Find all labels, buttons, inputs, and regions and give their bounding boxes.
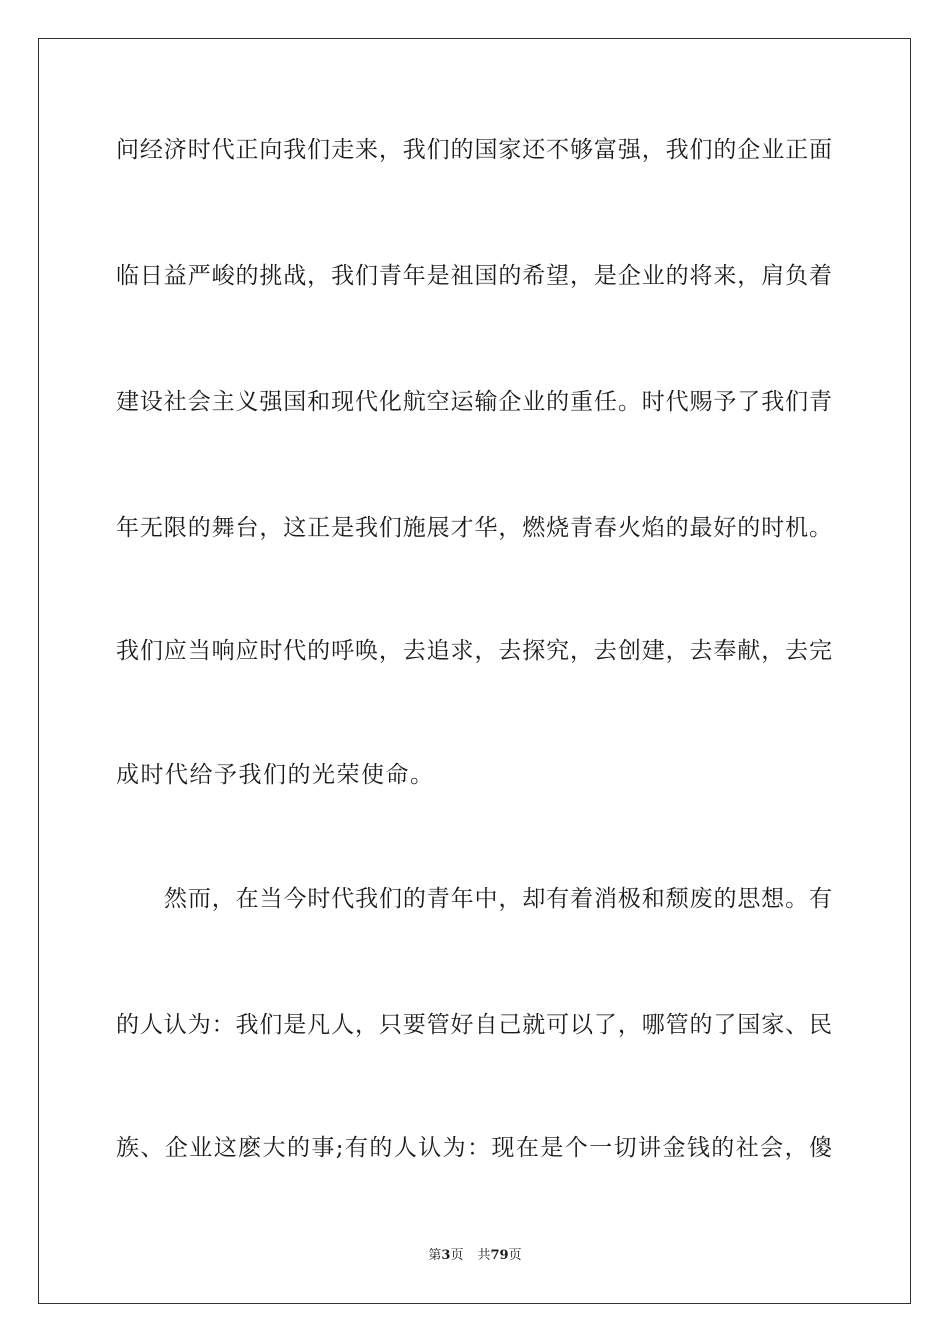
page-prefix: 第 bbox=[428, 1248, 442, 1263]
body-line-9: 族、企业这麽大的事;有的人认为：现在是个一切讲金钱的社会，傻 bbox=[116, 1135, 832, 1161]
body-line-3: 建设社会主义强国和现代化航空运输企业的重任。时代赐予了我们青 bbox=[116, 389, 832, 415]
total-pages: 79 bbox=[490, 1248, 509, 1263]
body-line-1: 问经济时代正向我们走来，我们的国家还不够富强，我们的企业正面 bbox=[116, 137, 832, 163]
body-line-8: 的人认为：我们是凡人，只要管好自己就可以了，哪管的了国家、民 bbox=[116, 1012, 832, 1038]
body-line-6: 成时代给予我们的光荣使命。 bbox=[116, 762, 435, 788]
page-border bbox=[38, 38, 911, 1304]
total-prefix: 共 bbox=[477, 1248, 491, 1263]
body-line-7: 然而，在当今时代我们的青年中，却有着消极和颓废的思想。有 bbox=[164, 886, 832, 912]
page-number: 3 bbox=[441, 1248, 451, 1263]
page-suffix: 页 bbox=[450, 1248, 464, 1263]
body-line-2: 临日益严峻的挑战，我们青年是祖国的希望，是企业的将来，肩负着 bbox=[116, 263, 832, 289]
total-suffix: 页 bbox=[508, 1248, 522, 1263]
page-footer bbox=[0, 1247, 950, 1265]
body-line-4: 年无限的舞台，这正是我们施展才华，燃烧青春火焰的最好的时机。 bbox=[116, 515, 832, 541]
body-line-5: 我们应当响应时代的呼唤，去追求，去探究，去创建，去奉献，去完 bbox=[116, 638, 832, 664]
